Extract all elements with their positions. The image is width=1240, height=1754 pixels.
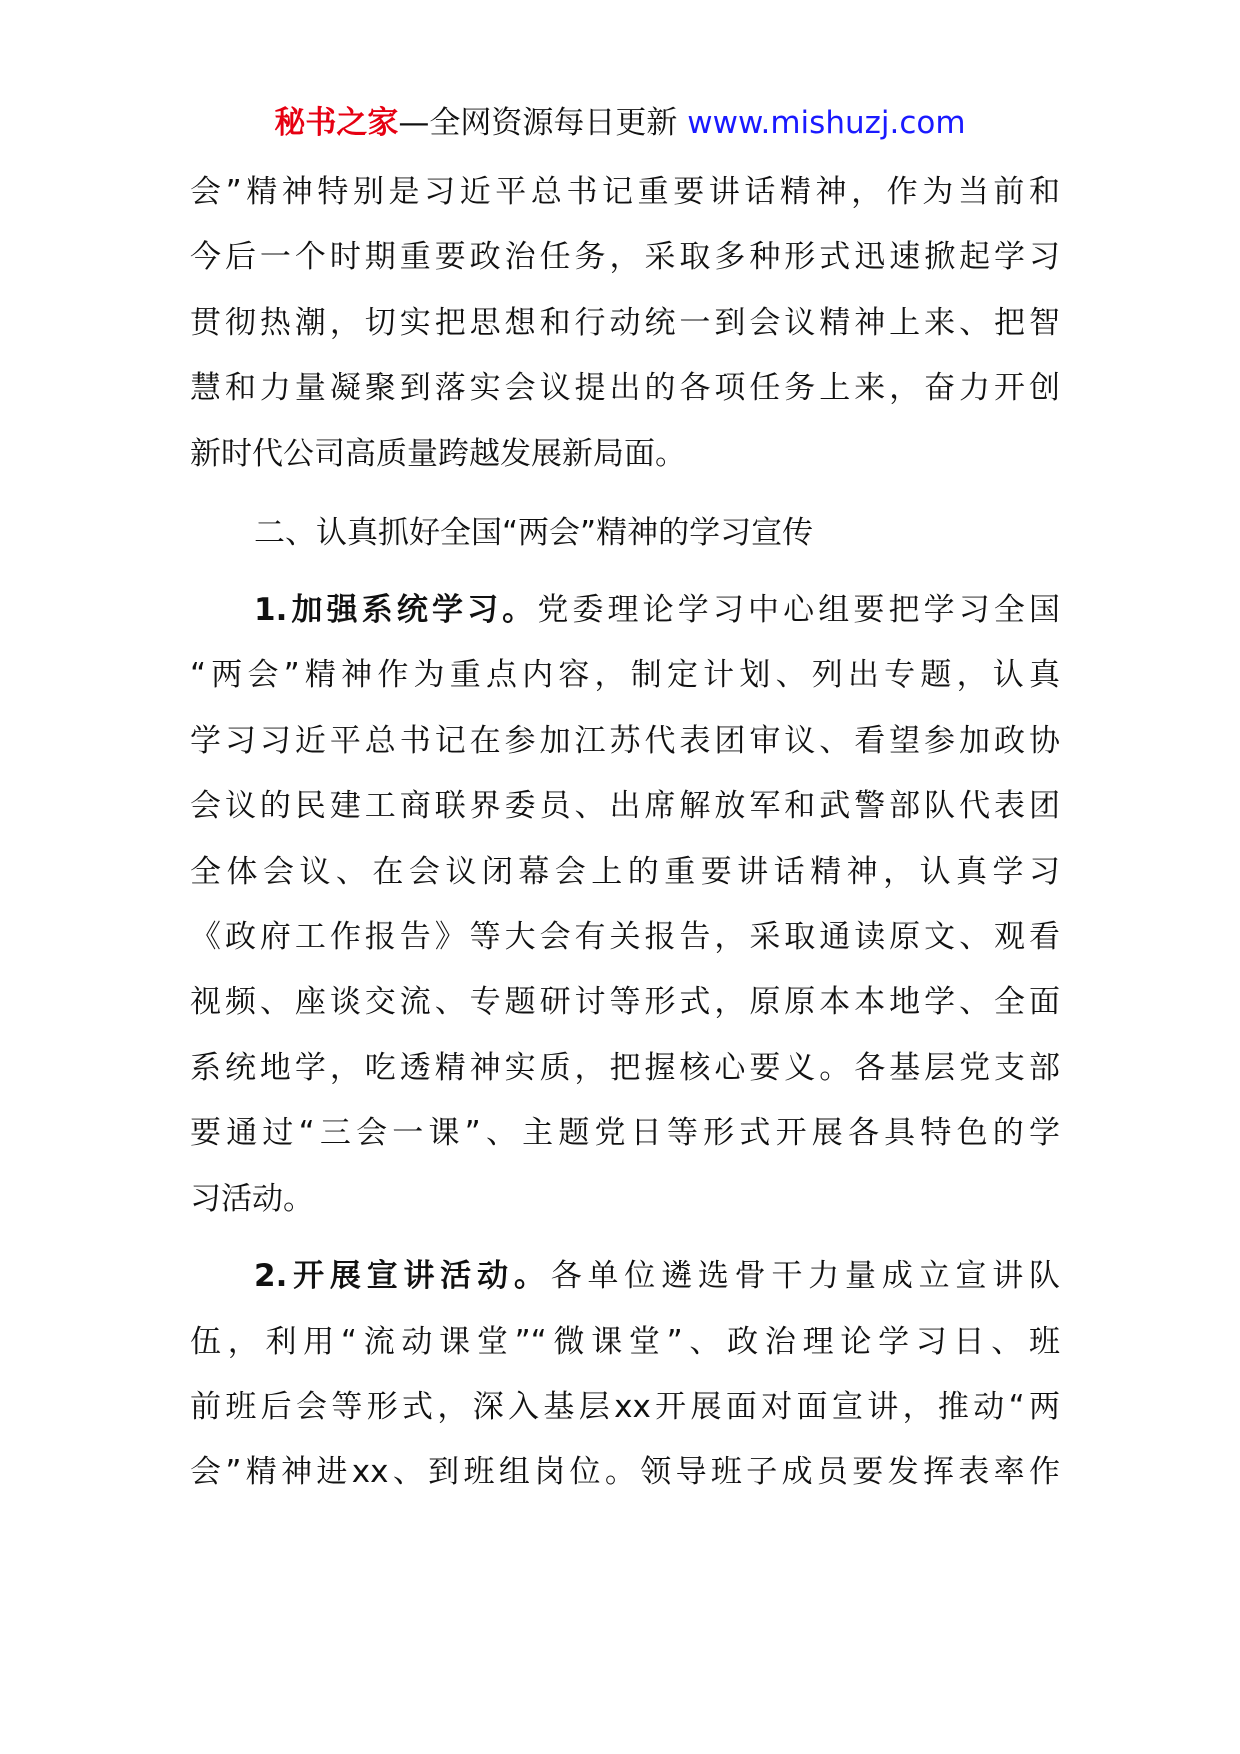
item-2-first-line <box>190 1244 1060 1309</box>
item-1-paragraph <box>190 578 1060 1232</box>
item-1-first-line-rest: 党委理论学习中心组要把学习全国 <box>537 592 1060 629</box>
text-line: 学习习近平总书记在参加江苏代表团审议、看望参加政协 <box>190 722 1060 759</box>
text-line: 要通过“三会一课”、主题党日等形式开展各具特色的学 <box>190 1115 1060 1152</box>
text-line: 伍，利用“流动课堂”“微课堂”、政治理论学习日、班 <box>190 1323 1060 1360</box>
text-line: 新时代公司高质量跨越发展新局面。 <box>190 435 686 472</box>
brand-name: 秘书之家 <box>274 105 399 141</box>
header-url[interactable]: www.mishuzj.com <box>687 105 966 141</box>
item-2-lead: 2.开展宣讲活动。 <box>254 1258 551 1295</box>
text-line: 《政府工作报告》等大会有关报告，采取通读原文、观看 <box>190 919 1060 956</box>
text-line: 贯彻热潮，切实把思想和行动统一到会议精神上来、把智 <box>190 304 1060 341</box>
item-1-lead: 1.加强系统学习。 <box>254 592 538 629</box>
text-line: 习活动。 <box>190 1180 314 1217</box>
text-line: 全体会议、在会议闭幕会上的重要讲话精神，认真学习 <box>190 853 1060 890</box>
header-tagline: —全网资源每日更新 <box>398 105 688 141</box>
text-line: 系统地学，吃透精神实质，把握核心要义。各基层党支部 <box>190 1049 1060 1086</box>
text-line: 前班后会等形式，深入基层xx开展面对面宣讲，推动“两 <box>190 1388 1060 1425</box>
text-line: 会议的民建工商联界委员、出席解放军和武警部队代表团 <box>190 788 1060 825</box>
item-2-paragraph <box>190 1244 1060 1506</box>
page-header <box>0 98 1240 148</box>
section-heading: 二、认真抓好全国“两会”精神的学习宣传 <box>254 515 814 552</box>
text-line: 视频、座谈交流、专题研讨等形式，原原本本地学、全面 <box>190 984 1060 1021</box>
text-line: 慧和力量凝聚到落实会议提出的各项任务上来，奋力开创 <box>190 370 1060 407</box>
item-2-first-line-rest: 各单位遴选骨干力量成立宣讲队 <box>550 1258 1060 1295</box>
text-line: 今后一个时期重要政治任务，采取多种形式迅速掀起学习 <box>190 239 1060 276</box>
paragraph-1 <box>190 160 1060 487</box>
text-line: 会”精神特别是习近平总书记重要讲话精神，作为当前和 <box>190 174 1060 210</box>
item-1-first-line <box>190 578 1060 643</box>
text-line: “两会”精神作为重点内容，制定计划、列出专题，认真 <box>190 657 1060 694</box>
document-body <box>190 160 1060 1506</box>
text-line: 会”精神进xx、到班组岗位。领导班子成员要发挥表率作 <box>190 1454 1060 1491</box>
